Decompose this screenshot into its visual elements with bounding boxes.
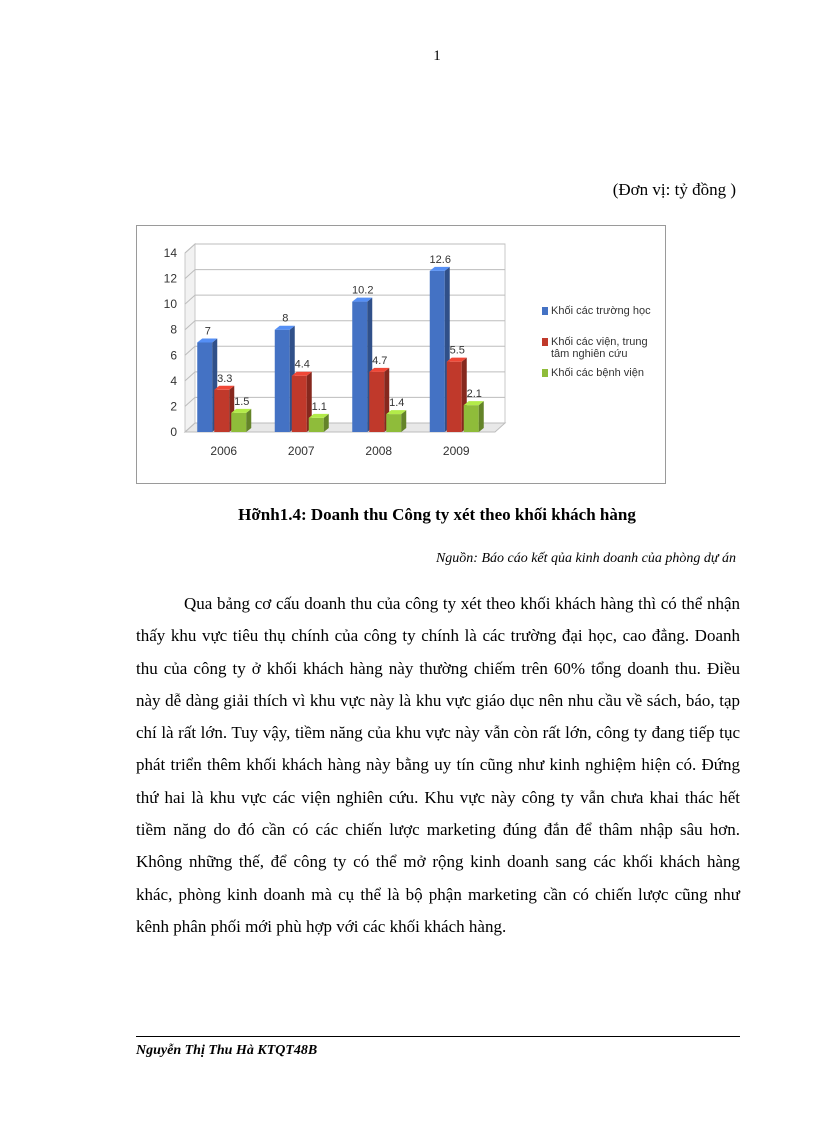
- legend-swatch: [542, 307, 548, 315]
- bar: [197, 343, 212, 433]
- data-label: 8: [282, 312, 289, 325]
- chart-side-wall: [185, 244, 195, 432]
- bar: [447, 362, 462, 432]
- bar: [231, 413, 246, 432]
- data-label: 1.4: [389, 397, 405, 410]
- data-label: 4.4: [294, 358, 310, 371]
- bar-side: [246, 409, 251, 432]
- revenue-bar-chart: [136, 225, 666, 484]
- bar: [464, 405, 479, 432]
- bar: [352, 302, 367, 432]
- y-tick-label: 4: [170, 373, 177, 388]
- y-tick-label: 14: [163, 246, 177, 260]
- x-tick-label: 2007: [287, 444, 315, 458]
- y-tick-label: 10: [163, 297, 177, 312]
- unit-note: (Đơn vị: tỷ đồng ): [612, 180, 736, 199]
- bar: [214, 390, 229, 432]
- data-label: 3.3: [217, 372, 233, 385]
- legend-swatch: [542, 338, 548, 346]
- data-label: 4.7: [372, 354, 388, 367]
- source-note: Nguồn: Báo cáo kết qủa kinh doanh của phòng dự án: [435, 551, 736, 566]
- y-tick-label: 0: [170, 425, 177, 439]
- data-label: 1.1: [311, 400, 327, 413]
- y-tick-label: 2: [170, 399, 177, 414]
- data-label: 5.5: [449, 344, 465, 357]
- y-tick-label: 6: [170, 348, 177, 363]
- legend-label: Khối các bệnh viện: [551, 367, 644, 379]
- data-label: 10.2: [352, 284, 374, 297]
- body-paragraph: Qua bảng cơ cấu doanh thu của công ty xét theo khối khách hàng thì có thể nhận thấy khu vực tiêu thụ chính của công ty chính là các trường đại học, cao đẳng. Doanh thu của công ty ở khối khách hàng này thường chiếm trên 60% tổng doanh thu. Điều này dễ dàng giải thích vì khu vực này là khu vực giáo dục nên nhu cầu về sách, báo, tạp chí là rất lớn. Tuy vậy, tiềm năng của khu vực này vẫn còn rất lớn, công ty đang tiếp tục phát triển thêm khối khách hàng này bằng uy tín cũng như kinh nghiệm hiện có. Đứng thứ hai là khu vực các viện nghiên cứu. Khu vực này công ty vẫn chưa khai thác hết tiềm năng do đó cần có các chiến lược marketing đúng đắn để thâm nhập sâu hơn. Không những thế, để công ty có thể mở rộng kinh doanh sang các khối khách hàng khác, phòng kinh doanh mà cụ thể là bộ phận marketing cần có chiến lược cũng như kênh phân phối mới phù hợp với các khối khách hàng.: [136, 594, 740, 936]
- x-tick-label: 2008: [365, 444, 393, 458]
- page-number: 1: [433, 48, 441, 64]
- legend-swatch: [542, 369, 548, 377]
- y-tick-label: 12: [163, 271, 177, 286]
- data-label: 2.1: [466, 388, 482, 401]
- legend-label: Khối các viện, trung: [551, 336, 648, 348]
- bar-side: [479, 401, 484, 432]
- chart-canvas: [137, 226, 665, 483]
- bar: [430, 271, 445, 432]
- footer-divider: [136, 1036, 740, 1037]
- legend-label: Khối các trường học: [551, 305, 651, 317]
- data-label: 1.5: [234, 395, 250, 408]
- y-tick-label: 8: [170, 322, 177, 337]
- data-label: 7: [204, 325, 211, 338]
- bar: [386, 414, 401, 432]
- legend-label: tâm nghiên cứu: [551, 348, 628, 360]
- footer-author: Nguyễn Thị Thu Hà KTQT48B: [136, 1043, 318, 1058]
- data-label: 12.6: [429, 253, 451, 266]
- bar: [292, 376, 307, 432]
- figure-caption: Hỡnh1.4: Doanh thu Công ty xét theo khối khách hàng: [238, 505, 636, 524]
- bar: [309, 418, 324, 432]
- bar: [275, 330, 290, 432]
- x-tick-label: 2009: [442, 444, 470, 458]
- x-tick-label: 2006: [210, 444, 238, 458]
- bar: [369, 372, 384, 432]
